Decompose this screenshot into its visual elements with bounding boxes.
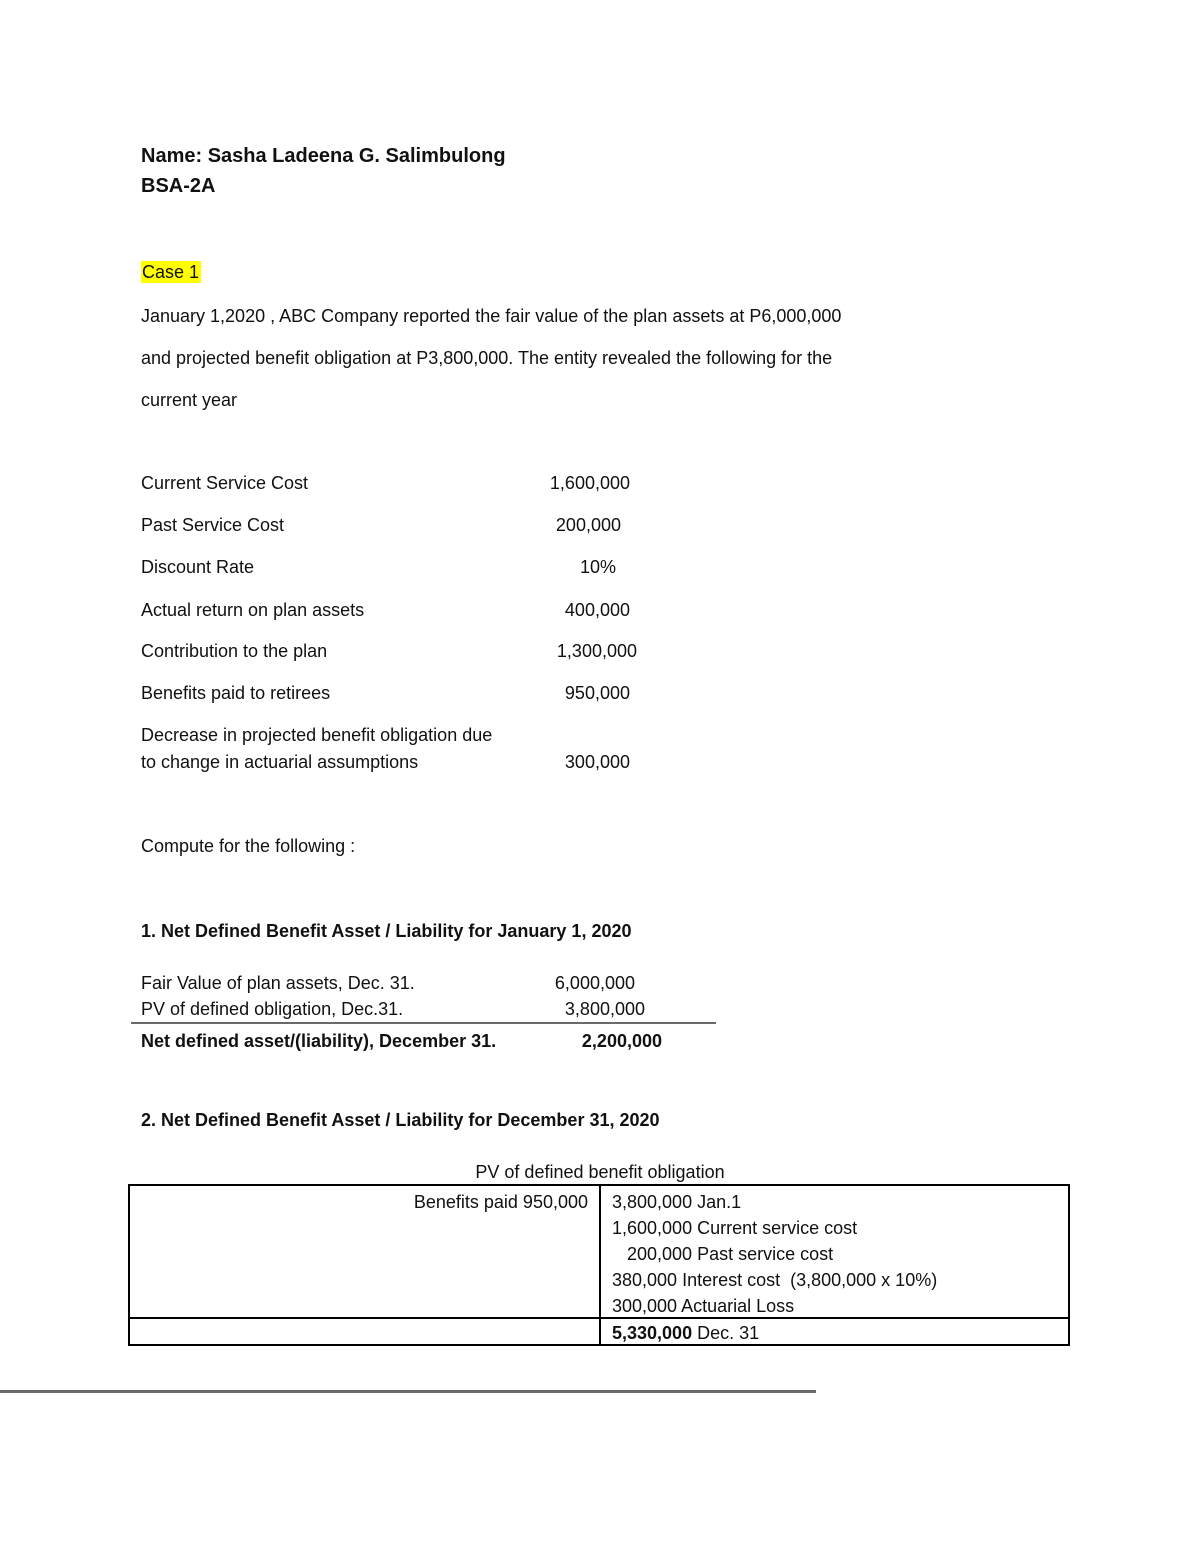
taccount-title: PV of defined benefit obligation [475,1162,725,1182]
q1-title: 1. Net Defined Benefit Asset / Liability for January 1, 2020 [141,921,632,941]
intro-line-1: January 1,2020 , ABC Company reported the fair value of the plan assets at P6,000,000 [141,306,842,326]
item-value-actual-return: 400,000 [564,600,630,620]
taccount-divider [599,1186,601,1344]
student-section: BSA-2A [141,175,216,197]
item-label-current-service-cost: Current Service Cost [141,473,309,493]
item-label-discount-rate: Discount Rate [141,557,255,577]
taccount-balance-amount: 5,330,000 [612,1323,693,1343]
taccount-balance [612,1322,759,1344]
q2-title: 2. Net Defined Benefit Asset / Liability for December 31, 2020 [141,1110,660,1130]
taccount-credit-past-service-cost: 200,000 Past service cost [612,1244,834,1264]
item-value-discount-rate: 10% [579,557,616,577]
item-value-benefits-paid: 950,000 [564,683,630,703]
taccount-pv-obligation [128,1184,1070,1346]
item-label-benefits-paid: Benefits paid to retirees [141,683,331,703]
taccount-balance-rule [130,1317,1068,1319]
q1-total-label: Net defined asset/(liability), December 31. [141,1031,497,1051]
compute-prompt: Compute for the following : [141,836,356,856]
q1-total-rule [131,1022,716,1024]
item-label-contribution: Contribution to the plan [141,641,328,661]
taccount-credit-interest-cost: 380,000 Interest cost (3,800,000 x 10%) [612,1270,938,1290]
q1-total-value: 2,200,000 [581,1031,662,1051]
item-label-decrease-pbo-line1: Decrease in projected benefit obligation due [141,725,493,745]
q1-row-value-fair-value: 6,000,000 [554,973,635,993]
item-value-past-service-cost: 200,000 [555,515,621,535]
taccount-credit-jan1: 3,800,000 Jan.1 [612,1192,742,1212]
taccount-credit-actuarial-loss: 300,000 Actuarial Loss [612,1296,795,1316]
student-name: Name: Sasha Ladeena G. Salimbulong [141,145,506,167]
intro-line-2: and projected benefit obligation at P3,800,000. The entity revealed the following for the [141,348,833,368]
taccount-balance-label: Dec. 31 [692,1323,760,1343]
q1-row-label-pv-obligation: PV of defined obligation, Dec.31. [141,999,404,1019]
taccount-credit-current-service-cost: 1,600,000 Current service cost [612,1218,858,1238]
item-value-decrease-pbo: 300,000 [564,752,630,772]
bottom-rule [0,1390,816,1393]
q1-row-value-pv-obligation: 3,800,000 [564,999,645,1019]
taccount-debit-benefits-paid: Benefits paid 950,000 [413,1192,588,1212]
q1-row-label-fair-value: Fair Value of plan assets, Dec. 31. [141,973,415,993]
item-value-current-service-cost: 1,600,000 [549,473,630,493]
item-label-past-service-cost: Past Service Cost [141,515,285,535]
item-label-decrease-pbo-line2: to change in actuarial assumptions [141,752,419,772]
intro-line-3: current year [141,390,238,410]
item-value-contribution: 1,300,000 [556,641,637,661]
item-label-actual-return: Actual return on plan assets [141,600,365,620]
case-label: Case 1 [142,262,200,282]
